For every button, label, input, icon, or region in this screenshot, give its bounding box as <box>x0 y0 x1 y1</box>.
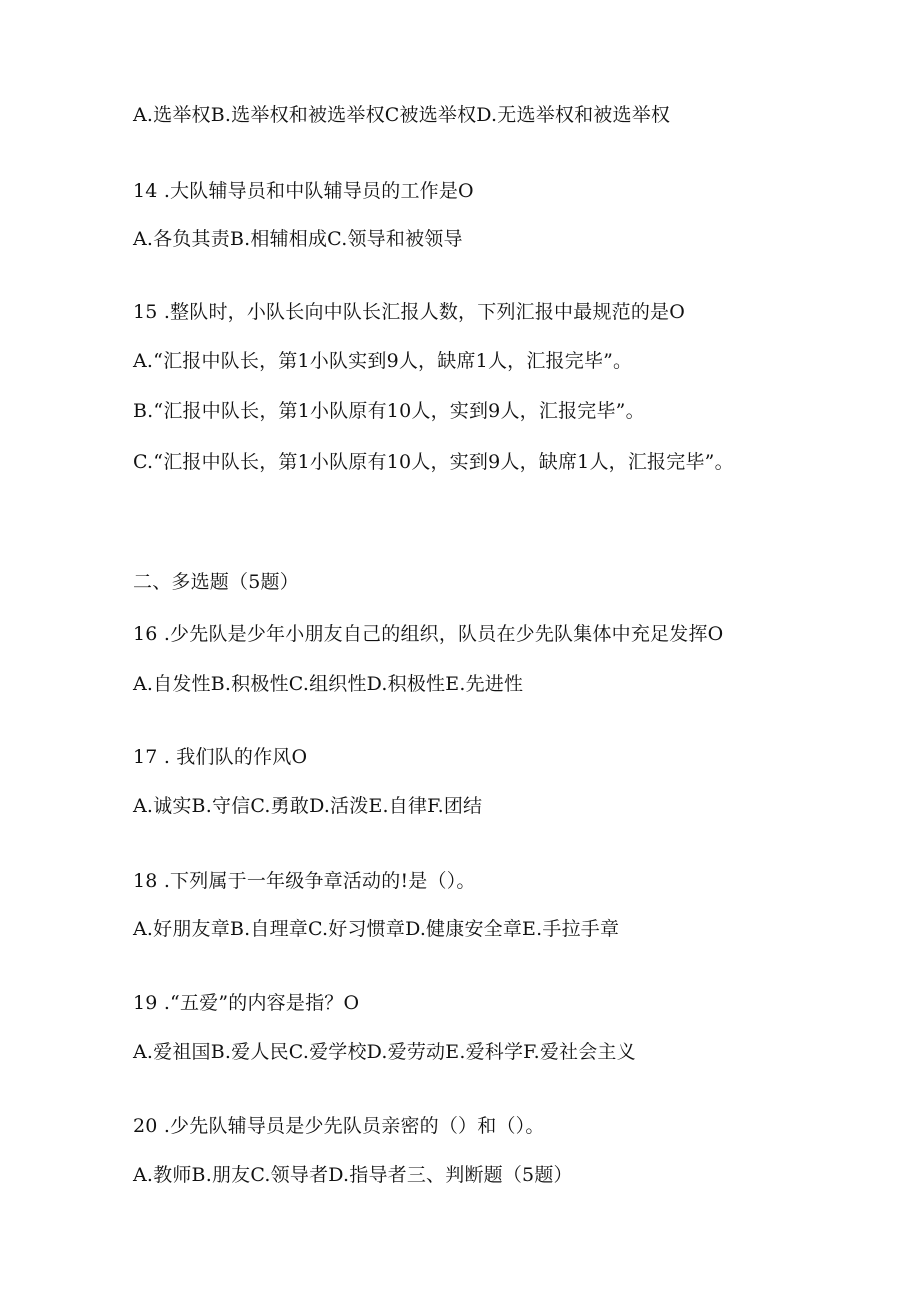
q16-question: 16 .少先队是少年小朋友自己的组织，队员在少先队集体中充足发挥O <box>133 623 724 645</box>
q13-options: A.选举权B.选举权和被选举权C被选举权D.无选举权和被选举权 <box>133 104 671 126</box>
q14-question: 14 .大队辅导员和中队辅导员的工作是O <box>133 180 474 202</box>
q20-options-and-section-heading: A.教师B.朋友C.领导者D.指导者三、判断题（5题） <box>133 1164 573 1186</box>
q15-question: 15 .整队时，小队长向中队长汇报人数，下列汇报中最规范的是O <box>133 301 686 323</box>
q14-options: A.各负其责B.相辅相成C.领导和被领导 <box>133 228 463 250</box>
q15-option-a: A.“汇报中队长，第1小队实到9人，缺席1人，汇报完毕”。 <box>133 350 633 372</box>
q18-options: A.好朋友章B.自理章C.好习惯章D.健康安全章E.手拉手章 <box>133 918 620 940</box>
q16-options: A.自发性B.积极性C.组织性D.积极性E.先进性 <box>133 673 524 695</box>
q20-question: 20 .少先队辅导员是少先队员亲密的（）和（）。 <box>133 1115 545 1137</box>
q17-question: 17 . 我们队的作风O <box>133 746 308 768</box>
q15-option-b: B.“汇报中队长，第1小队原有10人，实到9人，汇报完毕”。 <box>133 400 645 422</box>
q19-question: 19 .“五爱”的内容是指？O <box>133 992 360 1014</box>
q17-options: A.诚实B.守信C.勇敢D.活泼E.自律F.团结 <box>133 795 483 817</box>
q15-option-c: C.“汇报中队长，第1小队原有10人，实到9人，缺席1人，汇报完毕”。 <box>133 451 734 473</box>
q19-options: A.爱祖国B.爱人民C.爱学校D.爱劳动E.爱科学F.爱社会主义 <box>133 1041 636 1063</box>
section-heading-multiple-choice: 二、多选题（5题） <box>133 571 299 593</box>
q18-question: 18 .下列属于一年级争章活动的!是（）。 <box>133 870 476 892</box>
